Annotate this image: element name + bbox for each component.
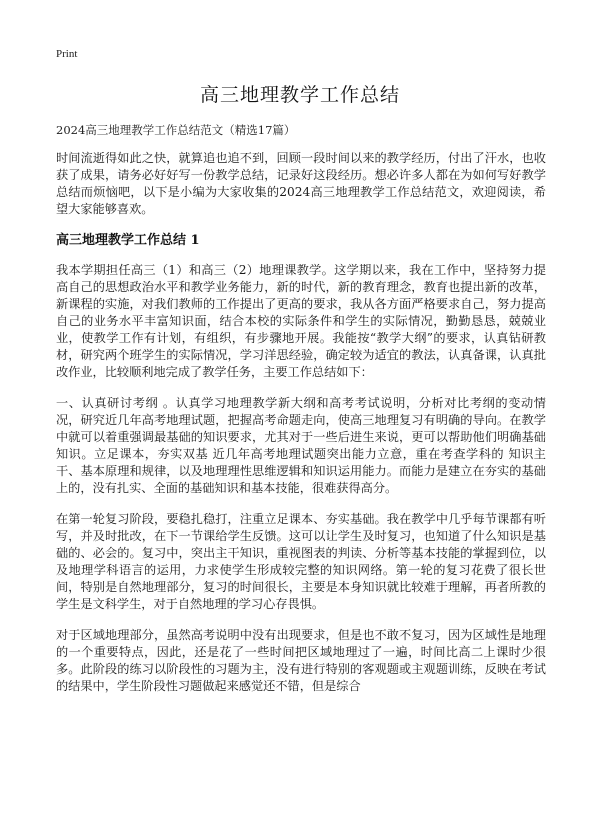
print-link[interactable]: Print [56, 48, 78, 60]
body-paragraph: 在第一轮复习阶段，要稳扎稳打，注重立足课本、夯实基础。我在教学中几乎每节课都有听写，并及时批改，在下一节课给学生反馈。这可以让学生及时复习，也知道了什么知识是基础的、必会的。复习中，突出主干知识，重视图表的判读、分析等基本技能的掌握到位，以及地理学科语言的运用，力求使学生形成较完整的知识网络。第一轮的复习花费了很长世间，特别是自然地理部分，复习的时间很长，主要是本身知识就比较难于理解，再者所教的学生是文科学生，对于自然地理的学习心存畏惧。 [56, 512, 546, 611]
page-title: 高三地理教学工作总结 [199, 84, 400, 106]
section-heading: 高三地理教学工作总结 1 [56, 233, 200, 248]
body-paragraph: 我本学期担任高三（1）和高三（2）地理课教学。这学期以来，我在工作中，坚持努力提高自己的思想政治水平和教学业务能力，新的时代，新的教育理念，教育也提出新的改革，新课程的实施，对我们教师的工作提出了更高的要求，我从各方面严格要求自己，努力提高自己的业务水平丰富知识面，结合本校的实际条件和学生的实际情况，勤勤恳恳，兢兢业业，使教学工作有计划，有组织，有步骤地开展。我能按“教学大纲”的要求，认真钻研教材，研究两个班学生的实际情况，学习洋思经验，确定较为适宜的教法，认真备课，认真批改作业，比较顺利地完成了教学任务，主要工作总结如下： [56, 263, 546, 379]
document-subtitle: 2024高三地理教学工作总结范文（精选17篇） [56, 123, 296, 137]
body-paragraph: 对于区域地理部分，虽然高考说明中没有出现要求，但是也不敢不复习，因为区域性是地理的一个重要特点，因此，还是花了一些时间把区域地理过了一遍，时间比高二上课时少很多。此阶段的练习以阶段性的习题为主，没有进行特别的客观题或主观题训练，反映在考试的结果中，学生阶段性习题做起来感觉还不错，但是综合 [56, 628, 546, 693]
article-body [56, 150, 546, 709]
body-paragraph: 一、认真研讨考纲 。认真学习地理教学新大纲和高考考试说明，分析对比考纲的变动情况，研究近几年高考地理试题，把握高考命题走向，使高三地理复习有明确的导向。在教学中就可以着重强调最基础的知识要求，尤其对于一些后进生来说，更可以帮助他们明确基础知识。立足课本，夯实双基 近几年高考地理试题突出能力立意，重在考查学科的 知识主干、基本原理和规律，以及地理理性思维逻辑和知识运用能力。而能力是建立在夯实的基础上的，没有扎实、全面的基础知识和基本技能，很难获得高分。 [56, 396, 546, 495]
intro-paragraph: 时间流逝得如此之快，就算追也追不到，回顾一段时间以来的教学经历，付出了汗水，也收获了成果，请务必好好写一份教学总结，记录好这段经历。想必许多人都在为如何写好教学总结而烦恼吧，以下是小编为大家收集的2024高三地理教学工作总结范文，欢迎阅读，希望大家能够喜欢。 [56, 151, 546, 216]
